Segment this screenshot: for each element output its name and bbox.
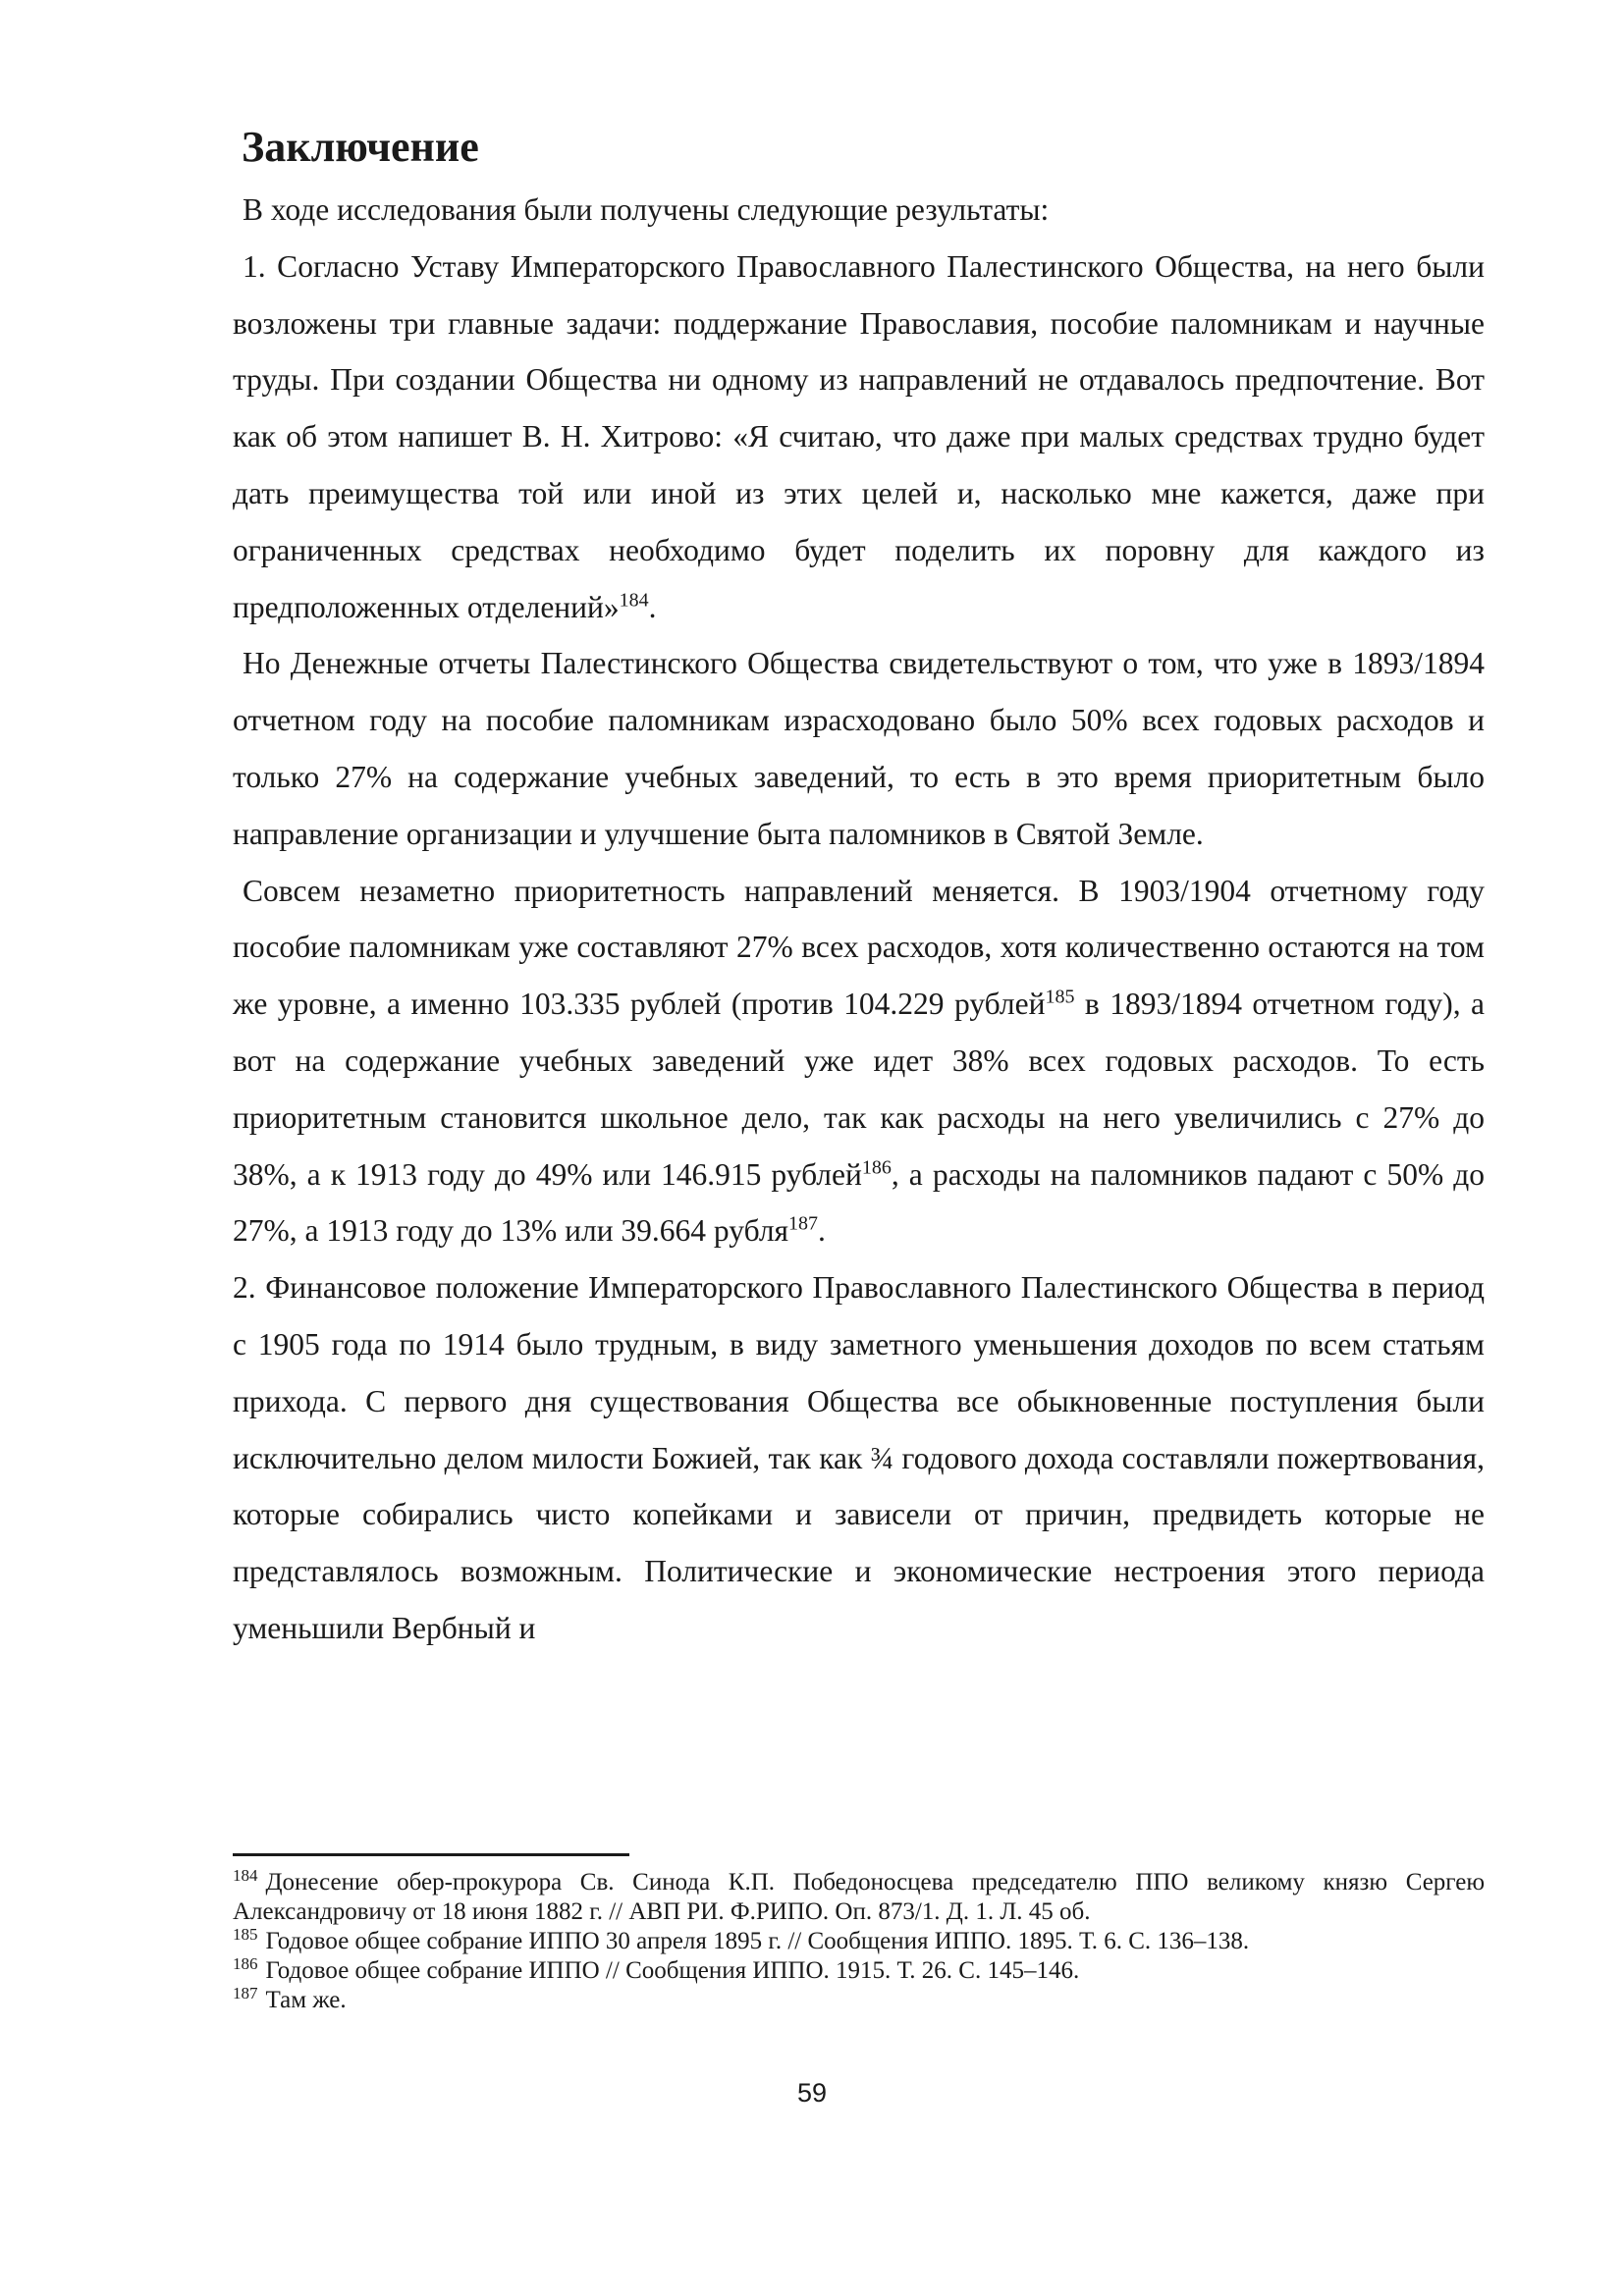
footnote-text: Годовое общее собрание ИППО 30 апреля 1895 г. // Сообщения ИППО. 1895. Т. 6. С. 136–138. — [265, 1928, 1250, 1954]
paragraph-3-text-c: , а расходы на паломников падают с 50% до 27%, а 1913 году до 13% или 39.664 рубля — [233, 1156, 1486, 1249]
footnote-ref-184[interactable]: 184 — [619, 589, 649, 612]
footnote-ref-187[interactable]: 187 — [788, 1212, 819, 1235]
paragraph-3 — [233, 863, 1485, 1260]
paragraph-4: 2. Финансовое положение Императорского Православного Палестинского Общества в период с 1905 года по 1914 было трудным, в виду заметного уменьшения доходов по всем статьям прихода. С первого дня существования Общества все обыкновенные поступления были исключительно делом милости Божией, так как ¾ годового дохода составляли пожертвования, которые собирались чисто копейками и зависели от причин, предвидеть которые не представлялось возможным. Политические и экономические нестроения этого периода уменьшили Вербный и — [233, 1270, 1485, 1645]
footnote-number: 186 — [233, 1953, 258, 1973]
footnote-ref-185[interactable]: 185 — [1045, 986, 1075, 1008]
footnote-184 — [233, 1865, 1485, 1927]
footnote-text: Донесение обер-прокурора Св. Синода К.П. Победоносцева председателю ППО великому князю Сергею Александровичу от 18 июня 1882 г. // АВП РИ. Ф.РИПО. Оп. 873/1. Д. 1. Л. 45 об. — [233, 1869, 1485, 1925]
paragraph-2: Но Денежные отчеты Палестинского Общества свидетельствуют о том, что уже в 1893/1894 отчетном году на пособие паломникам израсходовано было 50% всех годовых расходов и только 27% на содержание учебных заведений, то есть в это время приоритетным было направление организации и улучшение быта паломников в Святой Земле. — [233, 646, 1485, 851]
footnote-number: 187 — [233, 1983, 258, 2002]
paragraph-3-text-a: Совсем незаметно приоритетность направлений меняется. В 1903/1904 отчетному году пособие паломникам уже составляют 27% всех расходов, хотя количественно остаются на том же уровне, а именно 103.335 рублей (против 104.229 рублей — [233, 873, 1485, 1022]
footnote-text: Там же. — [265, 1987, 347, 2013]
paragraph-1 — [233, 239, 1485, 636]
section-heading: Заключение — [242, 123, 479, 171]
footnote-185 — [233, 1924, 1485, 1956]
page-number: 59 — [796, 2078, 828, 2108]
intro-paragraph: В ходе исследования были получены следующие результаты: — [243, 192, 1050, 227]
footnote-ref-186[interactable]: 186 — [861, 1156, 892, 1179]
footnote-text: Годовое общее собрание ИППО // Сообщения ИППО. 1915. Т. 26. С. 145–146. — [265, 1957, 1080, 1984]
footnote-number: 184 — [233, 1865, 258, 1885]
paragraph-3-end: . — [818, 1213, 826, 1249]
paragraph-1-text: 1. Согласно Уставу Императорского Православного Палестинского Общества, на него были возложены три главные задачи: поддержание Православия, пособие паломникам и научные труды. При создании Общества ни одному из направлений не отдавалось предпочтение. Вот как об этом напишет В. Н. Хитрово: «Я считаю, что даже при малых средствах трудно будет дать преимущества той или иной из этих целей и, насколько мне кажется, даже при ограниченных средствах необходимо будет поделить их поровну для каждого из предположенных отделений» — [233, 248, 1485, 624]
footnote-separator — [233, 1853, 629, 1856]
footnote-187 — [233, 1983, 1485, 2015]
footnote-186 — [233, 1953, 1485, 1986]
footnotes — [233, 1865, 1485, 2015]
paragraph-1-end: . — [648, 589, 657, 624]
body-text — [233, 182, 1485, 1657]
footnote-number: 185 — [233, 1924, 258, 1944]
paragraph-3-text-b: в 1893/1894 отчетном году), а вот на содержание учебных заведений уже идет 38% всех годовых расходов. То есть приоритетным становится школьное дело, так как расходы на него увеличились с 27% до 38%, а к 1913 году до 49% или 146.915 рублей — [233, 987, 1485, 1192]
